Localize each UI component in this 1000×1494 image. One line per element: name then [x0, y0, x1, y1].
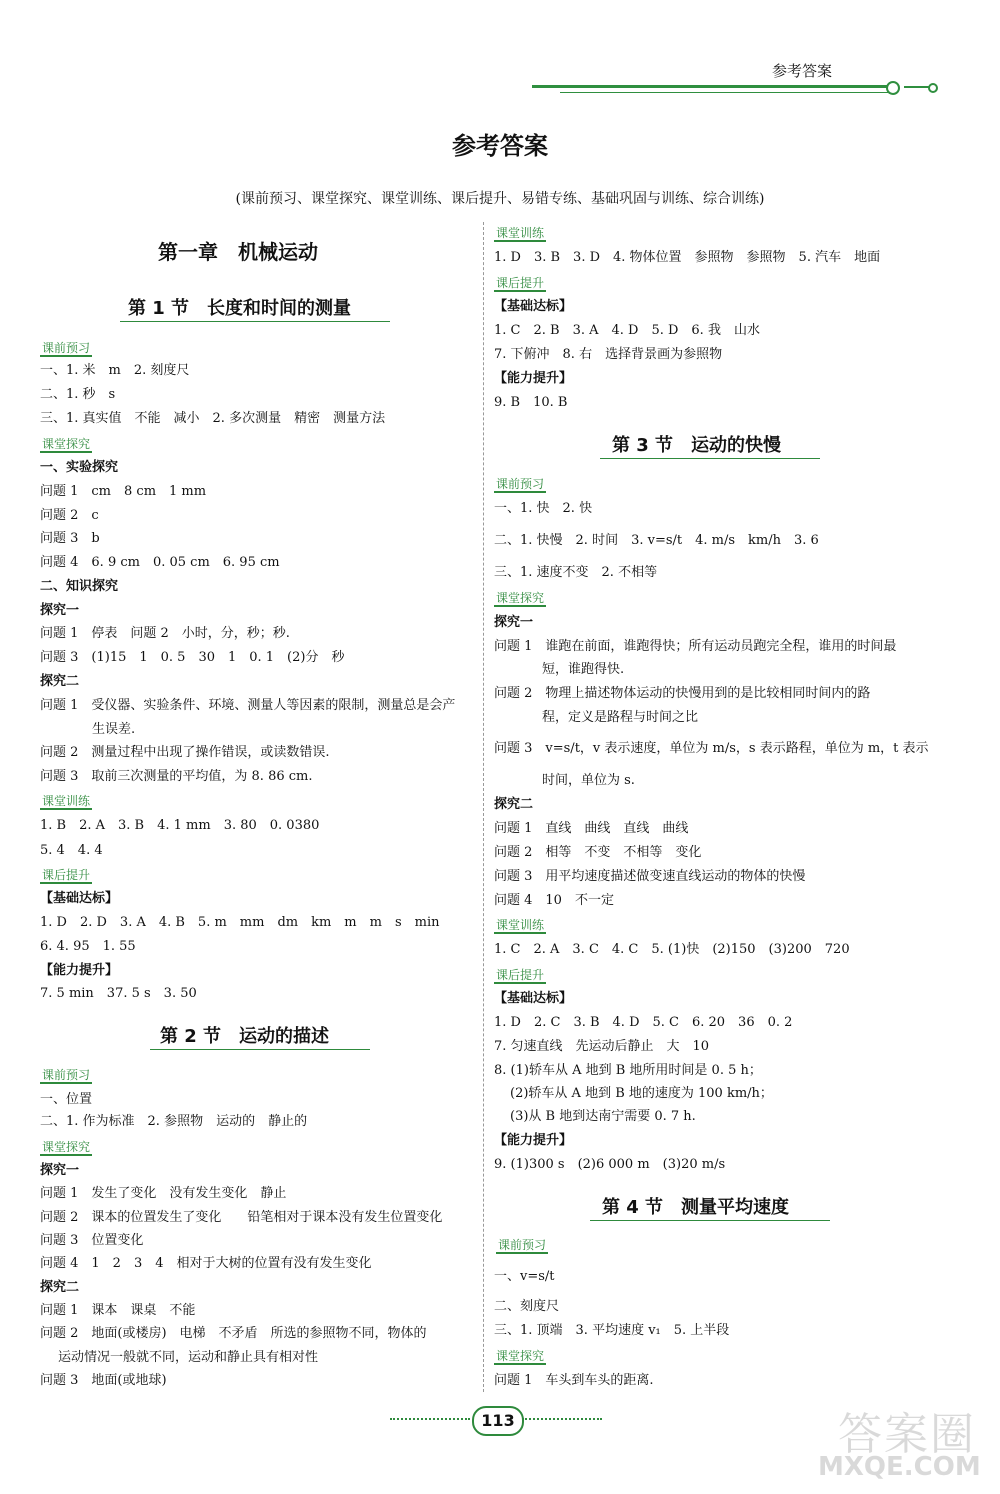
- answer-heading: 探究二: [494, 797, 534, 812]
- answer-line: 时间，单位为 s.: [542, 773, 635, 788]
- section-tag: 课后提升: [496, 968, 545, 982]
- answer-line: 1. D 2. C 3. B 4. D 5. C 6. 20 36 0. 2: [494, 1015, 793, 1030]
- answer-line: 一、1. 快 2. 快: [494, 501, 593, 516]
- page-subtitle: (课前预习、课堂探究、课堂训练、课后提升、易错专练、基础巩固与训练、综合训练): [235, 191, 765, 207]
- section-underline: [590, 1220, 830, 1221]
- answer-line: 问题 1 谁跑在前面，谁跑得快；所有运动员跑完全程，谁用的时间最: [494, 639, 897, 654]
- answer-line: 问题 3 b: [40, 531, 100, 546]
- section-tag: 课后提升: [42, 868, 91, 882]
- header-ornament-dash: [904, 86, 930, 88]
- answer-line: 7. 5 min 37. 5 s 3. 50: [40, 986, 197, 1001]
- answer-line: 问题 3 取前三次测量的平均值，为 8. 86 cm.: [40, 769, 313, 784]
- header-rule: [532, 85, 892, 88]
- answer-line: 问题 1 课本 课桌 不能: [40, 1303, 196, 1318]
- answer-line: 1. D 2. D 3. A 4. B 5. m mm dm km m m s min: [40, 915, 440, 930]
- section-tag: 课堂探究: [496, 591, 545, 605]
- answer-line: 三、1. 真实值 不能 减小 2. 多次测量 精密 测量方法: [40, 411, 386, 426]
- section-title-3: 第 3 节 运动的快慢: [612, 435, 782, 456]
- chapter-title: 第一章 机械运动: [158, 240, 318, 264]
- answer-line: 一、1. 米 m 2. 刻度尺: [40, 363, 190, 378]
- answer-heading: 二、知识探究: [40, 579, 119, 594]
- section-underline: [120, 321, 390, 322]
- answer-line: 1. B 2. A 3. B 4. 1 mm 3. 80 0. 0380: [40, 818, 320, 833]
- answer-line: 二、1. 快慢 2. 时间 3. v=s/t 4. m/s km/h 3. 6: [494, 533, 819, 548]
- answer-line: 一、v=s/t: [494, 1269, 555, 1284]
- answer-line: 问题 1 车头到车头的距离.: [494, 1373, 654, 1388]
- answer-line: 问题 1 受仪器、实验条件、环境、测量人等因素的限制，测量总是会产: [40, 698, 456, 713]
- footer-dots-right: [522, 1418, 602, 1420]
- answer-line: 1. D 3. B 3. D 4. 物体位置 参照物 参照物 5. 汽车 地面: [494, 250, 881, 265]
- answer-line: 9. (1)300 s (2)6 000 m (3)20 m/s: [494, 1157, 726, 1172]
- answer-heading: 【基础达标】: [40, 891, 119, 906]
- answer-line: 9. B 10. B: [494, 395, 568, 410]
- answer-line: (3)从 B 地到达南宁需要 0. 7 h.: [510, 1109, 696, 1124]
- section-tag: 课堂训练: [496, 918, 545, 932]
- answer-line: 1. C 2. B 3. A 4. D 5. D 6. 我 山水: [494, 323, 760, 338]
- answer-line: 短，谁跑得快.: [542, 662, 625, 677]
- answer-line: 问题 3 (1)15 1 0. 5 30 1 0. 1 (2)分 秒: [40, 650, 345, 665]
- answer-line: 问题 1 停表 问题 2 小时，分，秒；秒.: [40, 626, 290, 641]
- section-underline: [600, 458, 820, 459]
- answer-line: 三、1. 顶端 3. 平均速度 v₁ 5. 上半段: [494, 1323, 730, 1338]
- answer-line: 问题 4 6. 9 cm 0. 05 cm 6. 95 cm: [40, 555, 280, 570]
- answer-line: 三、1. 速度不变 2. 不相等: [494, 565, 658, 580]
- answer-line: 问题 2 测量过程中出现了操作错误，或读数错误.: [40, 745, 330, 760]
- answer-line: (2)轿车从 A 地到 B 地的速度为 100 km/h；: [510, 1086, 773, 1101]
- answer-line: 8. (1)轿车从 A 地到 B 地所用时间是 0. 5 h；: [494, 1063, 762, 1078]
- answer-line: 二、刻度尺: [494, 1299, 560, 1314]
- answer-line: 7. 下俯冲 8. 右 选择背景画为参照物: [494, 347, 723, 362]
- section-tag: 课后提升: [496, 276, 545, 290]
- section-title-4: 第 4 节 测量平均速度: [602, 1197, 790, 1218]
- running-header: 参考答案: [772, 62, 833, 80]
- column-divider: [483, 222, 484, 1392]
- answer-heading: 探究一: [40, 1163, 80, 1178]
- section-tag: 课前预习: [42, 341, 91, 355]
- answer-heading: 【能力提升】: [40, 963, 119, 978]
- section-tag: 课前预习: [496, 477, 545, 491]
- answer-heading: 【能力提升】: [494, 1133, 573, 1148]
- answer-line: 问题 2 c: [40, 508, 99, 523]
- header-ornament-end-icon: [928, 83, 938, 93]
- answer-line: 二、1. 秒 s: [40, 387, 116, 402]
- answer-line: 7. 匀速直线 先运动后静止 大 10: [494, 1039, 710, 1054]
- answer-heading: 探究一: [494, 615, 534, 630]
- answer-heading: 一、实验探究: [40, 460, 119, 475]
- answer-line: 问题 3 用平均速度描述做变速直线运动的物体的快慢: [494, 869, 806, 884]
- answer-line: 问题 4 10 不一定: [494, 893, 614, 908]
- section-title-1: 第 1 节 长度和时间的测量: [128, 298, 352, 319]
- answer-heading: 探究二: [40, 1280, 80, 1295]
- answer-line: 1. C 2. A 3. C 4. C 5. (1)快 (2)150 (3)200 720: [494, 942, 850, 957]
- answer-line: 问题 2 物理上描述物体运动的快慢用到的是比较相同时间内的路: [494, 686, 871, 701]
- section-tag: 课前预习: [42, 1068, 91, 1082]
- section-underline: [150, 1049, 370, 1050]
- section-tag: 课前预习: [498, 1238, 547, 1252]
- answer-heading: 探究一: [40, 603, 80, 618]
- answer-heading: 【基础达标】: [494, 991, 573, 1006]
- section-tag: 课堂训练: [42, 794, 91, 808]
- answer-line: 问题 3 地面(或地球): [40, 1373, 167, 1388]
- section-tag: 课堂探究: [496, 1349, 545, 1363]
- answer-line: 问题 1 发生了变化 没有发生变化 静止: [40, 1186, 287, 1201]
- answer-line: 生误差.: [92, 722, 136, 737]
- section-tag: 课堂探究: [42, 437, 91, 451]
- answer-line: 问题 1 cm 8 cm 1 mm: [40, 484, 207, 499]
- section-tag: 课堂探究: [42, 1140, 91, 1154]
- footer-dots-left: [390, 1418, 470, 1420]
- watermark-logo: 答案圈: [838, 1409, 976, 1460]
- answer-line: 问题 2 课本的位置发生了变化 铅笔相对于课本没有发生位置变化: [40, 1210, 443, 1225]
- answer-line: 问题 2 相等 不变 不相等 变化: [494, 845, 702, 860]
- answer-line: 6. 4. 95 1. 55: [40, 939, 136, 954]
- answer-heading: 探究二: [40, 674, 80, 689]
- watermark-url: MXQE.COM: [818, 1452, 981, 1482]
- answer-line: 运动情况一般就不同，运动和静止具有相对性: [58, 1350, 319, 1365]
- page-title: 参考答案: [452, 132, 548, 160]
- answer-heading: 【基础达标】: [494, 299, 573, 314]
- answer-line: 程，定义是路程与时间之比: [542, 710, 699, 725]
- section-tag: 课堂训练: [496, 226, 545, 240]
- answer-line: 一、位置: [40, 1092, 93, 1107]
- header-ornament-icon: [886, 81, 900, 95]
- answer-line: 5. 4 4. 4: [40, 843, 103, 858]
- answer-line: 二、1. 作为标准 2. 参照物 运动的 静止的: [40, 1114, 308, 1129]
- answer-heading: 【能力提升】: [494, 371, 573, 386]
- page-number: 113: [472, 1406, 524, 1436]
- answer-line: 问题 2 地面(或楼房) 电梯 不矛盾 所选的参照物不同，物体的: [40, 1326, 427, 1341]
- answer-line: 问题 1 直线 曲线 直线 曲线: [494, 821, 689, 836]
- answer-line: 问题 4 1 2 3 4 相对于大树的位置有没有发生变化: [40, 1256, 372, 1271]
- answer-line: 问题 3 v=s/t，v 表示速度，单位为 m/s，s 表示路程，单位为 m，t 表示: [494, 741, 929, 756]
- header-rule-thin: [560, 92, 890, 93]
- section-title-2: 第 2 节 运动的描述: [160, 1026, 330, 1047]
- answer-line: 问题 3 位置变化: [40, 1233, 144, 1248]
